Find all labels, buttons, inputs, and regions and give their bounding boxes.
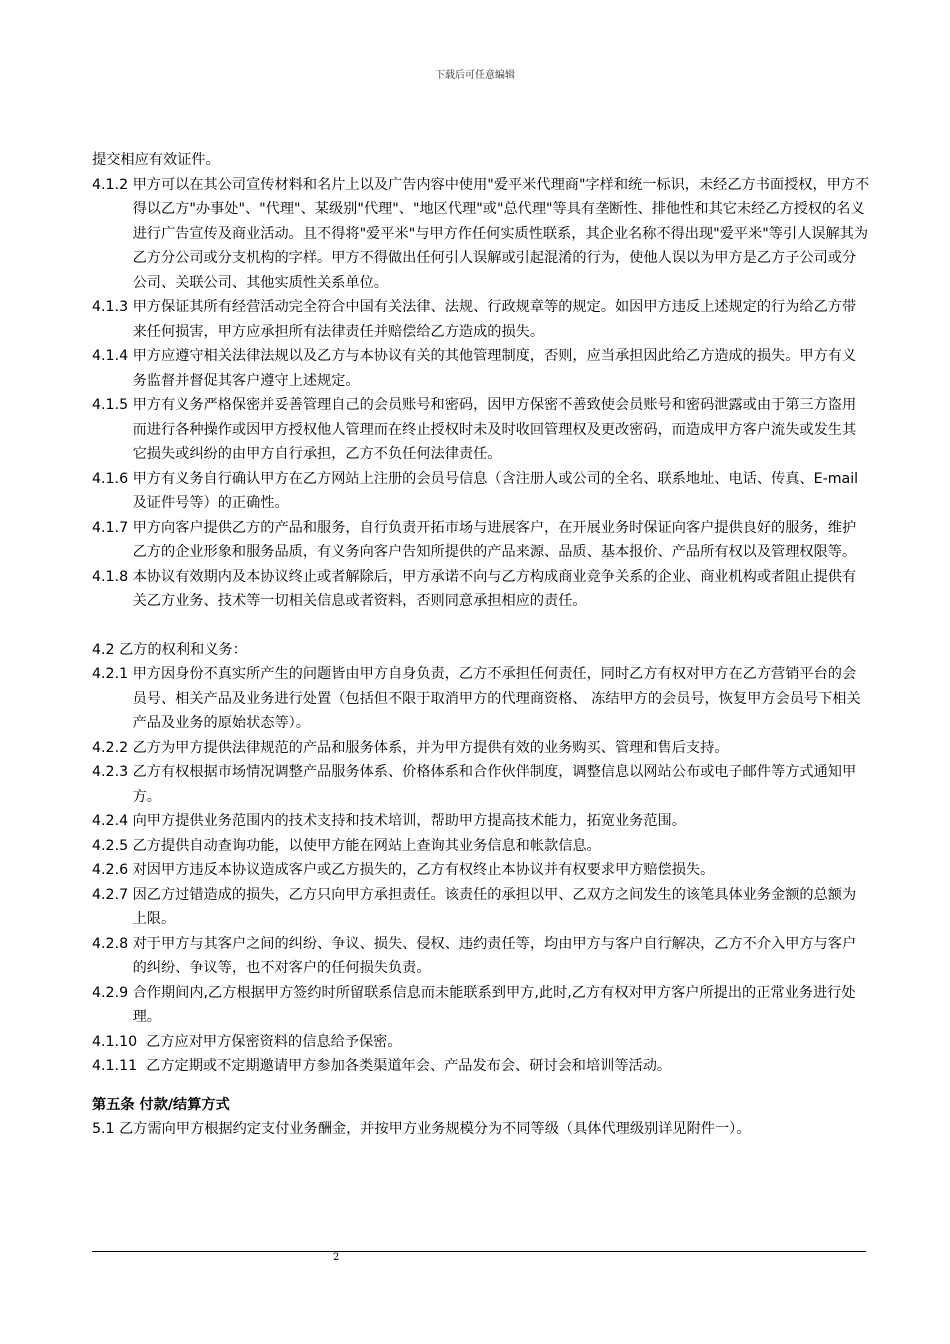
intro-line: 提交相应有效证件。	[92, 152, 220, 168]
clause-item	[92, 1054, 870, 1079]
clause-item	[92, 1030, 870, 1055]
clause-item	[92, 173, 870, 296]
clause-item	[92, 858, 870, 883]
clause-text: 向甲方提供业务范围内的技术支持和技术培训，帮助甲方提高技术能力，拓宽业务范围。	[132, 813, 686, 829]
clause-text: 乙方提供自动查询功能，以使甲方能在网站上查询其业务信息和帐款信息。	[132, 837, 601, 854]
clause-number: 4.1.7	[92, 519, 133, 536]
clause-number: 4.2.8	[92, 935, 133, 952]
clause-item	[92, 809, 870, 834]
clause-number: 4.2.7	[92, 886, 133, 903]
clause-item	[92, 834, 870, 859]
clause-text: 甲方应遵守相关法律法规以及乙方与本协议有关的其他管理制度，否则，应当承担因此给乙方造成的损失。甲方有义务监督并督促其客户遵守上述规定。	[132, 348, 857, 389]
section-4-2-list	[92, 662, 870, 1079]
clause-text: 因乙方过错造成的损失，乙方只向甲方承担责任。该责任的承担以甲、乙双方之间发生的该笔具体业务金额的总额为上限。	[132, 886, 857, 927]
clause-text: 甲方因身份不真实所产生的问题皆由甲方自身负责，乙方不承担任何责任，同时乙方有权对甲方在乙方营销平台的会员号、相关产品及业务进行处置（包括但不限于取消甲方的代理商资格、 冻结甲方的会员号，恢复甲方会员号下相关产品及业务的原始状态等）。	[132, 666, 861, 731]
clause-item	[92, 393, 870, 467]
clause-item	[92, 565, 870, 614]
article-5-paragraph: 5.1 乙方需向甲方根据约定支付业务酬金，并按甲方业务规模分为不同等级（具体代理级别详见附件一）。	[92, 1121, 751, 1137]
section-4-2-title: 4.2 乙方的权利和义务：	[92, 641, 247, 658]
clause-number: 4.1.10	[92, 1033, 147, 1050]
article-5-heading: 第五条 付款/结算方式	[92, 1096, 230, 1113]
clause-number: 4.1.3	[92, 299, 133, 315]
clause-number: 4.1.6	[92, 470, 133, 487]
spacer	[92, 1079, 870, 1093]
clause-item	[92, 932, 870, 981]
footer-divider	[92, 1251, 866, 1252]
page-number: 2	[333, 1252, 340, 1263]
clause-text: 甲方保证其所有经营活动完全符合中国有关法律、法规、行政规章等的规定。如因甲方违反上述规定的行为给乙方带来任何损害，甲方应承担所有法律责任并赔偿给乙方造成的损失。	[132, 299, 857, 340]
clause-item	[92, 344, 870, 393]
clause-item	[92, 662, 870, 736]
clause-item	[92, 516, 870, 565]
clause-text: 甲方可以在其公司宣传材料和名片上以及广告内容中使用"爱平米代理商"字样和统一标识，未经乙方书面授权，甲方不得以乙方"办事处"、"代理"、某级别"代理"、"地区代理"或"总代理"等具有垄断性、排他性和其它未经乙方授权的名义进行广告宣传及商业活动。且不得将"爱平米"与甲方作任何实质性联系，其企业名称不得出现"爱平米"等引人误解其为乙方分公司或分支机构的字样。甲方不得做出任何引人误解或引起混淆的行为，使他人误以为甲方是乙方子公司或分公司、关联公司、其他实质性关系单位。	[132, 176, 870, 291]
document-body	[92, 148, 870, 1142]
clause-number: 4.2.4	[92, 813, 133, 829]
clause-number: 4.1.5	[92, 397, 133, 413]
clause-text: 甲方有义务严格保密并妥善管理自己的会员账号和密码，因甲方保密不善致使会员账号和密码泄露或由于第三方盗用而进行各种操作或因甲方授权他人管理而在终止授权时未及时收回管理权及更改密码，而造成甲方客户流失或发生其它损失或纠纷的由甲方自行承担，乙方不负任何法律责任。	[132, 397, 857, 462]
section-4-1-list	[92, 173, 870, 614]
clause-text: 本协议有效期内及本协议终止或者解除后，甲方承诺不向与乙方构成商业竞争关系的企业、商业机构或者阻止提供有关乙方业务、技术等一切相关信息或者资料，否则同意承担相应的责任。	[132, 568, 857, 609]
clause-text: 甲方向客户提供乙方的产品和服务，自行负责开拓市场与进展客户，在开展业务时保证向客户提供良好的服务，维护乙方的企业形象和服务品质，有义务向客户告知所提供的产品来源、品质、基本报价、产品所有权以及管理权限等。	[132, 519, 857, 560]
clause-item	[92, 736, 870, 761]
clause-item	[92, 883, 870, 932]
page-header: 下载后可任意编辑	[435, 70, 515, 81]
clause-number: 4.2.6	[92, 862, 133, 878]
clause-text: 乙方定期或不定期邀请甲方参加各类渠道年会、产品发布会、研讨会和培训等活动。	[146, 1058, 672, 1074]
clause-text: 乙方有权根据市场情况调整产品服务体系、价格体系和合作伙伴制度，调整信息以网站公布或电子邮件等方式通知甲方。	[132, 764, 857, 805]
clause-number: 4.2.5	[92, 837, 133, 854]
clause-number: 4.1.11	[92, 1058, 147, 1074]
clause-number: 4.1.4	[92, 348, 133, 364]
clause-text: 合作期间内,乙方根据甲方签约时所留联系信息而未能联系到甲方,此时,乙方有权对甲方客户所提出的正常业务进行处理。	[132, 984, 856, 1025]
clause-text: 对于甲方与其客户之间的纠纷、争议、损失、侵权、违约责任等，均由甲方与客户自行解决，乙方不介入甲方与客户的纠纷、争议等，也不对客户的任何损失负责。	[132, 935, 857, 976]
clause-text: 乙方为甲方提供法律规范的产品和服务体系，并为甲方提供有效的业务购买、管理和售后支持。	[132, 739, 729, 756]
clause-number: 4.1.2	[92, 176, 133, 193]
clause-number: 4.2.3	[92, 764, 133, 780]
clause-item	[92, 760, 870, 809]
clause-number: 4.1.8	[92, 568, 133, 585]
clause-number: 4.2.2	[92, 739, 133, 756]
clause-item	[92, 467, 870, 516]
spacer	[92, 614, 870, 638]
clause-number: 4.2.9	[92, 984, 133, 1001]
clause-number: 4.2.1	[92, 666, 133, 682]
clause-text: 甲方有义务自行确认甲方在乙方网站上注册的会员号信息（含注册人或公司的全名、联系地址、电话、传真、E-mail 及证件号等）的正确性。	[132, 470, 859, 511]
clause-text: 对因甲方违反本协议造成客户或乙方损失的，乙方有权终止本协议并有权要求甲方赔偿损失。	[132, 862, 715, 878]
clause-item	[92, 981, 870, 1030]
clause-item	[92, 295, 870, 344]
clause-text: 乙方应对甲方保密资料的信息给予保密。	[146, 1033, 402, 1050]
